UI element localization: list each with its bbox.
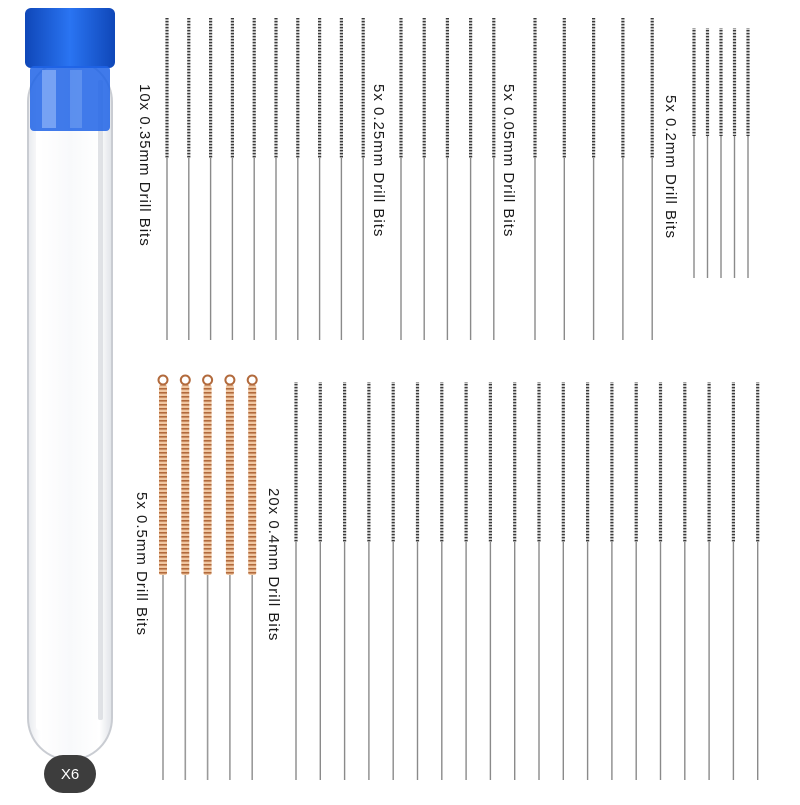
steel-drill-bit: [733, 28, 736, 278]
steel-drill-bit: [489, 382, 492, 780]
steel-drill-bit: [562, 382, 565, 780]
copper-drill-bit: [159, 376, 168, 781]
steel-drill-bit: [165, 18, 168, 340]
steel-drill-bit: [537, 382, 540, 780]
label-20x-0-4mm: 20x 0.4mm Drill Bits: [265, 488, 282, 642]
steel-drill-bit: [533, 18, 536, 340]
steel-drill-bit: [592, 18, 595, 340]
label-5x-0-05mm: 5x 0.05mm Drill Bits: [500, 84, 517, 238]
steel-drill-bit: [416, 382, 419, 780]
steel-drill-bit: [683, 382, 686, 780]
steel-drill-bit: [274, 18, 277, 340]
copper-drill-bit: [203, 376, 212, 781]
copper-drill-bit: [181, 376, 190, 781]
steel-drill-bit: [343, 382, 346, 780]
label-5x-0-5mm: 5x 0.5mm Drill Bits: [133, 492, 150, 637]
steel-drill-bit: [392, 382, 395, 780]
label-10x-0-35mm: 10x 0.35mm Drill Bits: [136, 84, 153, 247]
steel-drill-bit: [756, 382, 759, 780]
steel-drill-bit: [423, 18, 426, 340]
steel-drill-bit: [659, 382, 662, 780]
steel-drill-bit: [651, 18, 654, 340]
steel-drill-bit: [635, 382, 638, 780]
steel-drill-bit: [294, 382, 297, 780]
steel-drill-bit: [732, 382, 735, 780]
copper-drill-bit: [248, 376, 257, 781]
test-tube: [25, 8, 115, 760]
steel-drill-bit: [621, 18, 624, 340]
steel-drill-bit: [209, 18, 212, 340]
steel-drill-bit: [610, 382, 613, 780]
steel-drill-bit: [586, 382, 589, 780]
steel-drill-bit: [440, 382, 443, 780]
steel-drill-bit: [296, 18, 299, 340]
steel-drill-bit: [692, 28, 695, 278]
steel-drill-bit: [708, 382, 711, 780]
copper-drill-bit: [225, 376, 234, 781]
steel-drill-bit: [719, 28, 722, 278]
steel-drill-bit: [187, 18, 190, 340]
steel-drill-bit: [446, 18, 449, 340]
steel-drill-bit: [362, 18, 365, 340]
tube-cap: [25, 8, 115, 131]
steel-drill-bit: [746, 28, 749, 278]
label-5x-0-2mm: 5x 0.2mm Drill Bits: [662, 95, 679, 240]
steel-drill-bit: [340, 18, 343, 340]
steel-drill-bit: [367, 382, 370, 780]
steel-drill-bit: [253, 18, 256, 340]
steel-drill-bit: [465, 382, 468, 780]
steel-drill-bit: [706, 28, 709, 278]
steel-drill-bit: [319, 382, 322, 780]
label-5x-0-25mm: 5x 0.25mm Drill Bits: [370, 84, 387, 238]
steel-drill-bit: [492, 18, 495, 340]
quantity-badge: X6: [44, 755, 96, 793]
steel-drill-bit: [563, 18, 566, 340]
steel-drill-bit: [399, 18, 402, 340]
steel-drill-bit: [469, 18, 472, 340]
steel-drill-bit: [513, 382, 516, 780]
steel-drill-bit: [231, 18, 234, 340]
steel-drill-bit: [318, 18, 321, 340]
